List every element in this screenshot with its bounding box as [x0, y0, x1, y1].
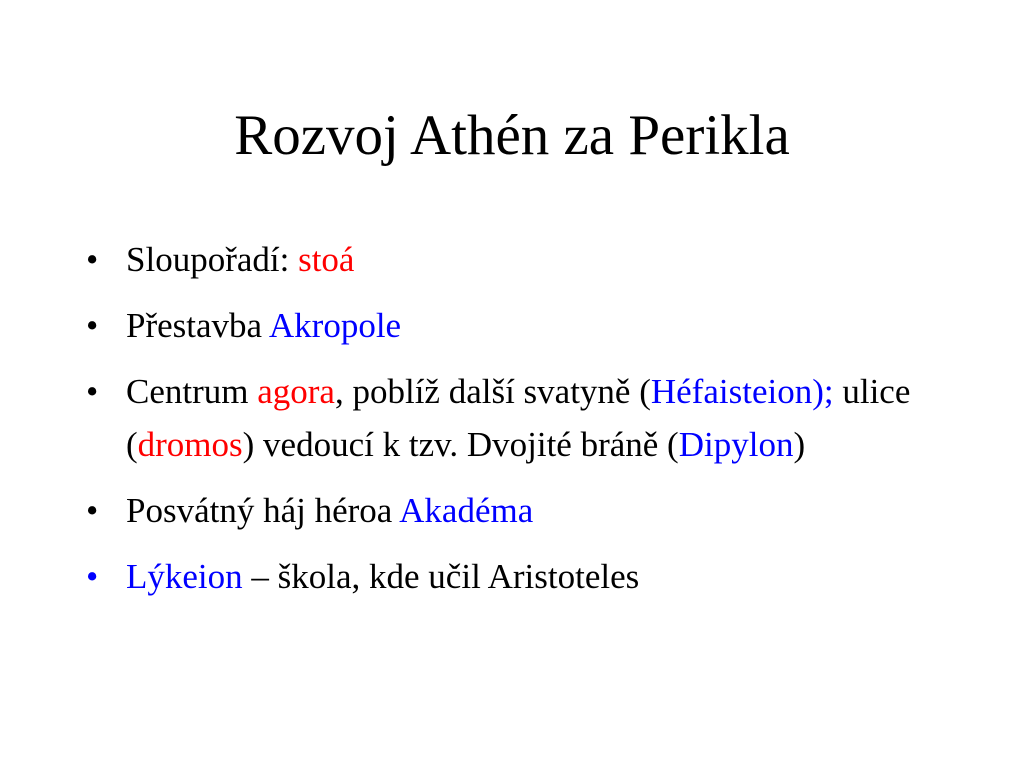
bullet-item: [86, 550, 966, 603]
bullet-item: [86, 299, 966, 352]
bullet-item: [86, 484, 966, 537]
bullet-icon: •: [86, 240, 99, 279]
highlight-term: dromos: [137, 425, 243, 464]
text-run: , poblíž další svatyně (: [334, 372, 651, 411]
text-run: ulice (: [126, 372, 911, 464]
text-run: Sloupořadí:: [126, 240, 299, 279]
highlight-term: Dipylon: [678, 425, 794, 464]
bullet-icon: •: [86, 491, 99, 530]
slide-title: Rozvoj Athén za Perikla: [234, 104, 790, 167]
text-run: ): [793, 425, 806, 464]
bullet-text: [126, 306, 401, 345]
highlight-term: agora: [257, 372, 335, 411]
bullet-text: [126, 491, 533, 530]
bullet-item: [86, 233, 966, 286]
text-run: Posvátný háj héroa: [126, 491, 400, 530]
text-run: – škola, kde učil Aristoteles: [242, 557, 640, 596]
bullet-icon: •: [86, 306, 99, 345]
text-run: Přestavba: [126, 306, 269, 345]
highlight-term: Akadéma: [399, 491, 534, 530]
bullet-icon: •: [86, 372, 99, 411]
bullet-text: [126, 372, 910, 464]
bullet-text: [126, 240, 354, 279]
bullet-item: [86, 365, 966, 471]
highlight-term: stoá: [298, 240, 355, 279]
highlight-term: Héfaisteion);: [650, 372, 834, 411]
bullet-text: [126, 557, 639, 596]
highlight-term: Akropole: [268, 306, 402, 345]
highlight-term: Lýkeion: [126, 557, 243, 596]
text-run: Centrum: [126, 372, 258, 411]
bullet-icon: •: [86, 557, 99, 596]
bullet-list: [86, 233, 966, 616]
text-run: ) vedoucí k tzv. Dvojité bráně (: [242, 425, 679, 464]
